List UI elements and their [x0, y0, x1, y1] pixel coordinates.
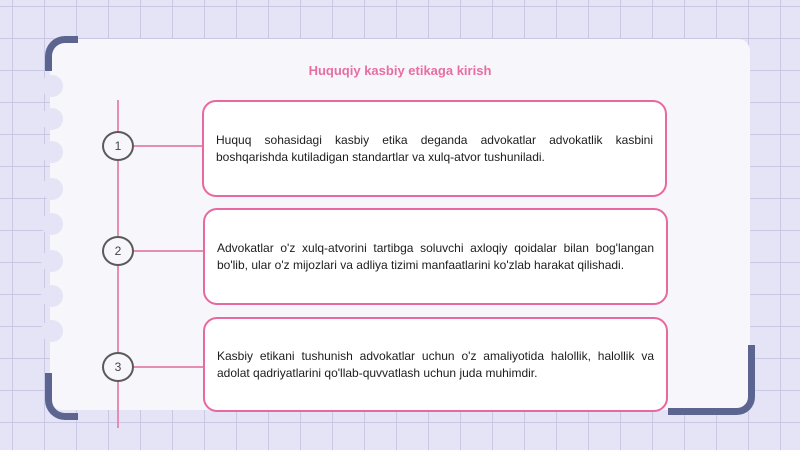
binder-hole	[41, 285, 63, 307]
connector-line	[132, 250, 204, 252]
binder-hole	[41, 213, 63, 235]
corner-bracket-bottom-left	[45, 373, 78, 420]
connector-line	[132, 145, 204, 147]
corner-bracket-bottom-right	[668, 345, 755, 415]
binder-hole	[41, 250, 63, 272]
step-number-3: 3	[102, 352, 134, 382]
binder-hole	[41, 320, 63, 342]
slide-title: Huquqiy kasbiy etikaga kirish	[308, 63, 492, 78]
step-text-2: Advokatlar o'z xulq-atvorini tartibga soluvchi axloqiy qoidalar bilan bog'langan bo'lib, ular o'z mijozlari va adliya tizimi manfaatlarini ko'zlab harakat qilishadi.	[217, 240, 654, 272]
binder-hole	[41, 141, 63, 163]
binder-hole	[41, 108, 63, 130]
step-card-1	[202, 100, 667, 197]
step-number-2: 2	[102, 236, 134, 266]
step-card-3	[203, 317, 668, 412]
binder-hole	[41, 75, 63, 97]
step-card-2	[203, 208, 668, 305]
step-number-1: 1	[102, 131, 134, 161]
binder-hole	[41, 178, 63, 200]
step-text-3: Kasbiy etikani tushunish advokatlar uchun o'z amaliyotida halollik, halollik va adolat qadriyatlarini qo'llab-quvvatlash uchun juda muhimdir.	[217, 348, 654, 380]
step-text-1: Huquq sohasidagi kasbiy etika deganda advokatlar advokatlik kasbini boshqarishda kutiladigan standartlar va xulq-atvor tushuniladi.	[216, 132, 653, 164]
connector-line	[132, 366, 204, 368]
